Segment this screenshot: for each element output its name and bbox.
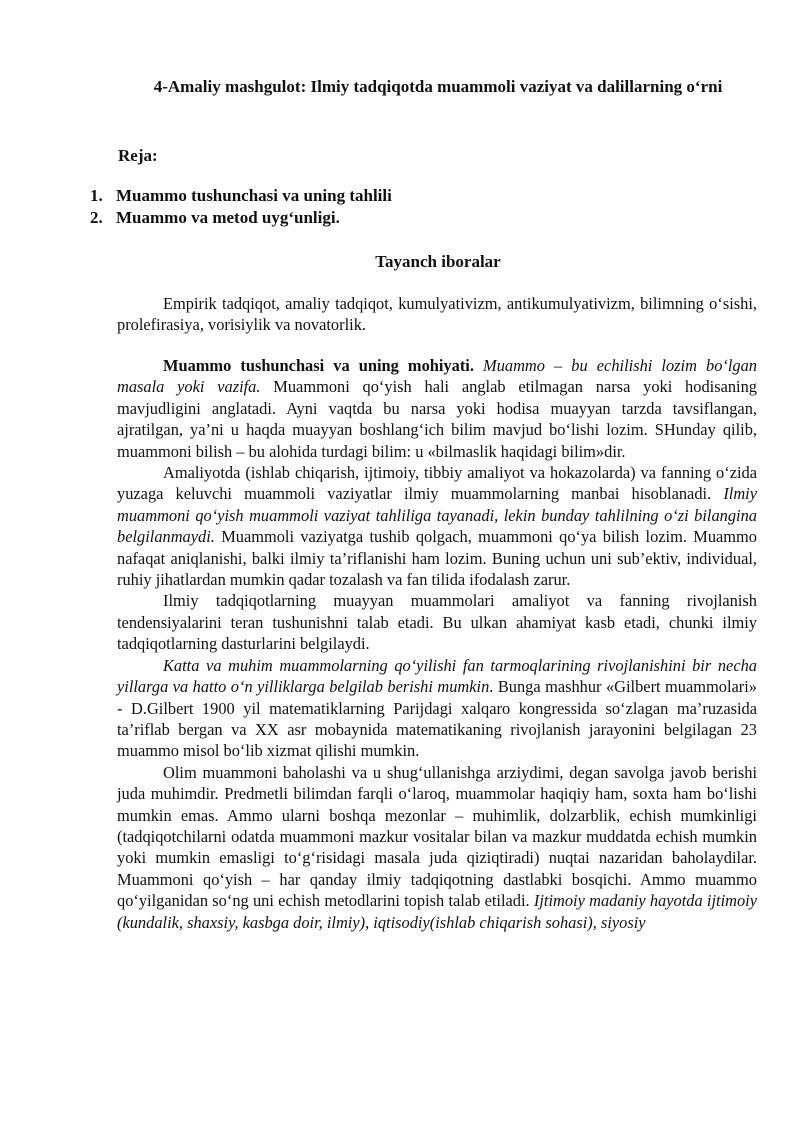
document-title: 4-Amaliy mashgulot: Ilmiy tadqiqotda muammoli vaziyat va dalillarning o‘rni: [153, 77, 723, 96]
plan-item: [90, 207, 392, 229]
definition-italic: Muammo – bu echilishi lozim bo‘lgan masala yoki vazifa.: [117, 356, 757, 397]
body-text: [117, 355, 757, 933]
plan-item-text: Muammo tushunchasi va uning tahlili: [116, 186, 392, 205]
italic-text: Ijtimoiy madaniy hayotda ijtimoiy (kundalik, shaxsiy, kasbga doir, ilmiy), iqtisodiy(ishlab chiqarish sohasi), siyosiy: [117, 891, 757, 932]
paragraph-muammo-definition: [117, 355, 757, 462]
plan-item-number: 2.: [90, 208, 103, 227]
plan-item: [90, 185, 392, 207]
italic-text: Katta va muhim muammolarning qo‘yilishi fan tarmoqlarining rivojlanishini bir necha yillarga va hatto o‘n yilliklarga belgilab berishi mumkin: [117, 655, 757, 697]
paragraph-evaluation: [117, 762, 757, 933]
paragraph-practice: [117, 462, 757, 590]
paragraph-text: . Bunga mashhur «Gilbert muammolari» - D.Gilbert 1900 yil matematiklarning Parijdagi xalqaro kongressida so‘zlagan ma’ruzasida ta’riflab bergan va XX asr mobaynida matematikaning rivojlanish jarayonini belgilagan 23 muammo misol bo‘lib xizmat qilishi mumkin.: [117, 677, 757, 761]
paragraph-research: Ilmiy tadqiqotlarning muayyan muammolari amaliyot va fanning rivojlanish tendensiyalarini teran tushunishni talab etadi. Bu ulkan ahamiyat kasb etadi, chunki ilmiy tadqiqotlarning dasturlarini belgilaydi.: [117, 591, 757, 654]
paragraph-gilbert: [117, 655, 757, 762]
italic-text: Ilmiy muammoni qo‘yish muammoli vaziyat tahliliga tayanadi, lekin bunday tahlilning o‘zi bilangina belgilanmaydi.: [117, 484, 757, 547]
section-heading: Muammo tushunchasi va uning mohiyati.: [163, 356, 474, 375]
plan-list: [90, 185, 392, 229]
plan-item-text: Muammo va metod uyg‘unligi.: [116, 208, 340, 227]
plan-item-number: 1.: [90, 186, 103, 205]
paragraph-text: Amaliyotda (ishlab chiqarish, ijtimoiy, tibbiy amaliyot va hokazolarda) va fanning o‘zida yuzaga keluvchi muammoli vaziyatlar ilmiy muammolarning manbai hisoblanadi.: [117, 463, 757, 504]
paragraph-text: Muammoli vaziyatga tushib qolgach, muammoni qo‘ya bilish lozim. Muammo nafaqat aniqlanishi, balki ilmiy ta’riflanishi ham lozim. Buning uchun uni sub’ektiv, individual, ruhiy jihatlardan mumkin qadar tozalash va fan tilida ifodalash zarur.: [117, 527, 757, 590]
keywords-paragraph: Empirik tadqiqot, amaliy tadqiqot, kumulyativizm, antikumulyativizm, bilimning o‘sishi, prolefirasiya, vorisiylik va novatorlik.: [117, 294, 757, 335]
keywords-heading: Tayanch iboralar: [375, 252, 501, 271]
paragraph-text: Olim muammoni baholashi va u shug‘ullanishga arziydimi, degan savolga javob berishi juda muhimdir. Predmetli bilimdan farqli o‘laroq, muammolar haqiqiy ham, soxta ham bo‘lishi mumkin emas. Ammo ularni boshqa mezonlar – muhimlik, dolzarblik, echish mumkinligi (tadqiqotchilarni odatda muammoni mazkur vositalar bilan va mazkur muddatda echish mumkin yoki mumkin emasligi to‘g‘risidagi masala juda qiziqtiradi) nuqtai nazaridan baholaydilar. Muammoni qo‘yish – har qanday ilmiy tadqiqotning dastlabki bosqichi. Ammo muammo qo‘yilganidan so‘ng uni echish metodlarini topish talab etiladi.: [117, 762, 757, 911]
plan-heading: Reja:: [118, 146, 158, 165]
paragraph-text: Muammoni qo‘yish hali anglab etilmagan narsa yoki hodisaning mavjudligini anglatadi. Ayni vaqtda bu narsa yoki hodisa muayyan tarzda tavsiflangan, ajratilgan, ya’ni u haqda muayyan boshlang‘ich bilim mavjud bo‘lishi lozim. SHunday qilib, muammoni bilish – bu alohida turdagi bilim: u «bilmaslik haqidagi bilim»dir.: [117, 377, 757, 461]
